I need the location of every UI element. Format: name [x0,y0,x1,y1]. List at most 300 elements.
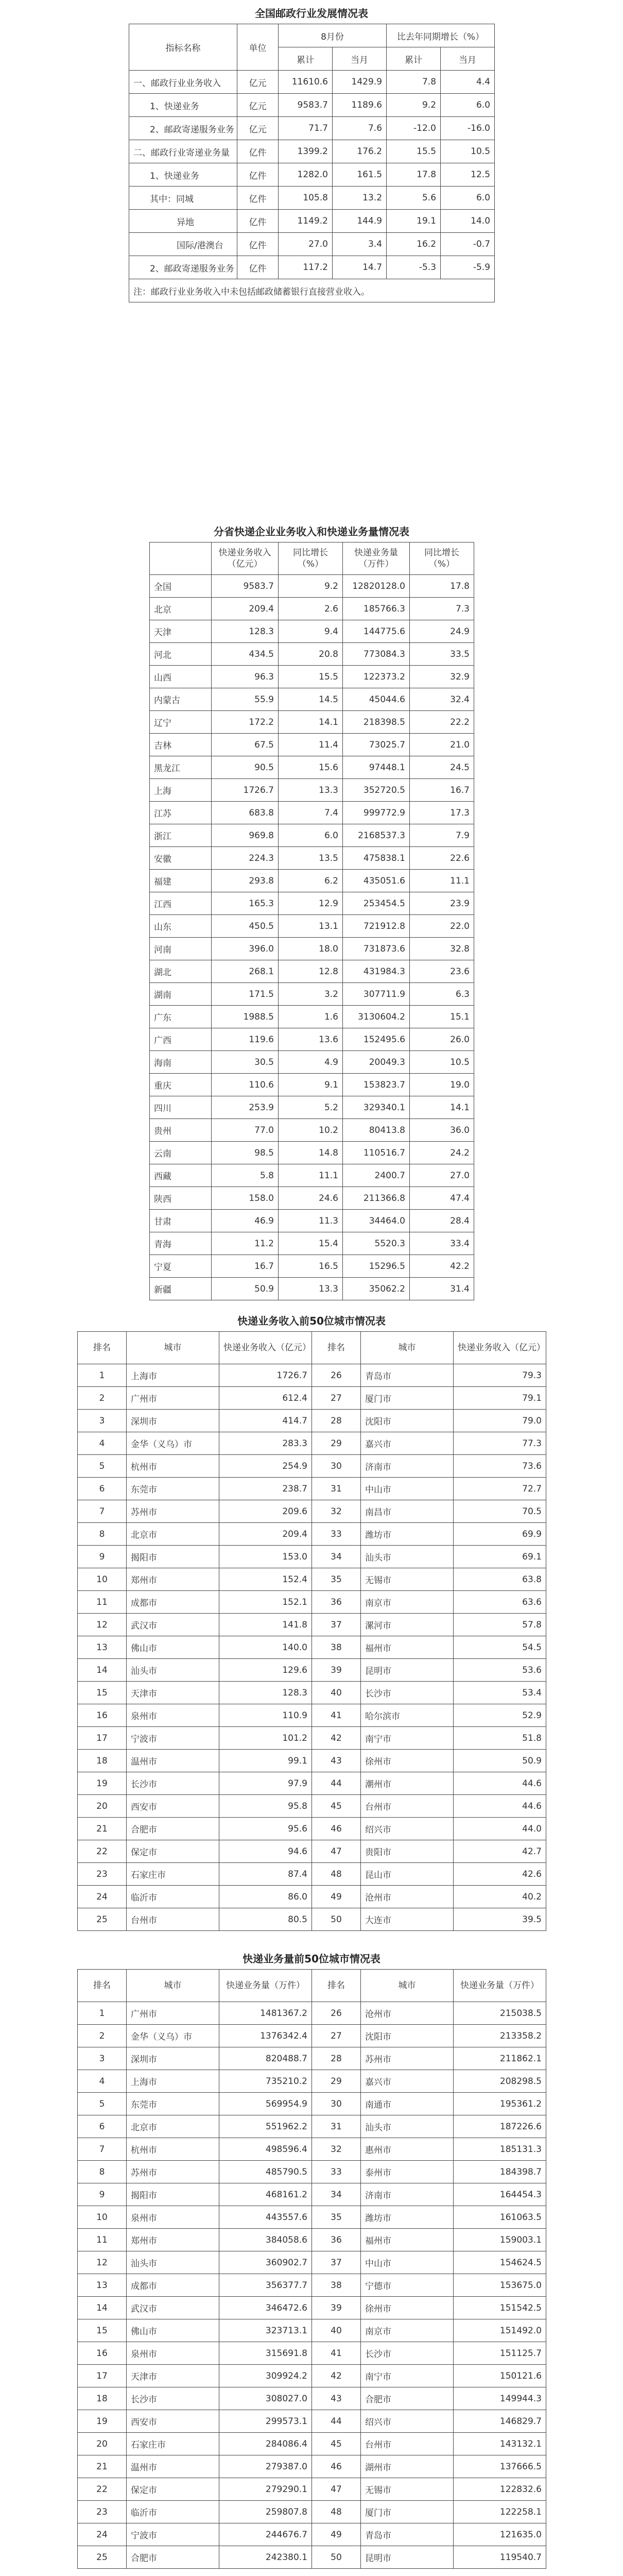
table-cell: 159003.1 [454,2229,546,2251]
table-cell: 昆明市 [361,2546,454,2569]
table-cell: 151492.0 [454,2319,546,2342]
table-cell: 187226.6 [454,2115,546,2138]
table-cell: 551962.2 [219,2115,312,2138]
table-cell: 98.5 [212,1142,279,1164]
table-cell: 209.4 [212,598,279,620]
table-cell: 773084.3 [343,643,410,666]
table-cell: 深圳市 [127,2047,219,2070]
table-cell: 143132.1 [454,2433,546,2455]
table-row [150,938,474,960]
table-cell: 53.6 [454,1659,546,1682]
yoy-cumulative-cell: 9.2 [387,94,441,117]
national-postal-table-body [129,71,495,279]
table-cell: 25 [78,2546,127,2569]
table-row [150,824,474,847]
city-revenue-table-body [78,1364,546,1931]
yoy-cumulative-cell: 15.5 [387,140,441,163]
table-cell: 46 [312,2455,361,2478]
table-cell: 110516.7 [343,1142,410,1164]
table-cell: 224.3 [212,847,279,870]
table-cell: 19 [78,2410,127,2433]
table-row [150,960,474,983]
table-cell: 吉林 [150,734,212,756]
table-row [78,2342,546,2365]
table-cell: 天津市 [127,1682,219,1704]
table-cell: 陕西 [150,1187,212,1210]
table-cell: 青海 [150,1232,212,1255]
table-cell: 37 [312,1614,361,1636]
table-cell: 129.6 [219,1659,312,1682]
table-cell: 26 [312,1364,361,1387]
table-row [78,1591,546,1614]
table-cell: 215038.5 [454,2002,546,2025]
table-cell: 12 [78,2251,127,2274]
table-cell: 西安市 [127,2410,219,2433]
table-row [78,2546,546,2569]
table-cell: 武汉市 [127,1614,219,1636]
table-cell: 16.5 [279,1255,343,1278]
table-cell: 20.8 [279,643,343,666]
table-cell: 45044.6 [343,688,410,711]
table-row [78,1636,546,1659]
table-cell: 253.9 [212,1096,279,1119]
table-cell: 140.0 [219,1636,312,1659]
table-cell: 23 [78,2501,127,2523]
table-cell: 5 [78,1455,127,1478]
table-cell: 30.5 [212,1051,279,1074]
table-cell: 79.0 [454,1410,546,1432]
table-cell: 45 [312,1795,361,1818]
table-cell: 63.8 [454,1568,546,1591]
table-cell: 武汉市 [127,2297,219,2319]
table-cell: 38 [312,2274,361,2297]
table-cell: 台州市 [361,1795,454,1818]
table-cell: 1726.7 [219,1364,312,1387]
table-cell: 185766.3 [343,598,410,620]
table-row [150,598,474,620]
table-cell: 长沙市 [127,2387,219,2410]
table-cell: 10.5 [410,1051,474,1074]
table-cell: 15.6 [279,756,343,779]
table-row [78,1478,546,1500]
table-cell: 80413.8 [343,1119,410,1142]
table-cell: 17.8 [410,575,474,598]
table-cell: 95.8 [219,1795,312,1818]
table-cell: 9 [78,2183,127,2206]
table-cell: 195361.2 [454,2093,546,2115]
table-cell: 南通市 [361,2093,454,2115]
table-cell: 485790.5 [219,2161,312,2183]
table-cell: 356377.7 [219,2274,312,2297]
table-cell: 86.0 [219,1886,312,1908]
table-cell: 宁夏 [150,1255,212,1278]
table-cell: 31 [312,2115,361,2138]
table-row [78,1546,546,1568]
table-cell: 厦门市 [361,1387,454,1410]
table-cell: 329340.1 [343,1096,410,1119]
table-row [78,2138,546,2161]
yoy-cumulative-cell: 7.8 [387,71,441,94]
table-row [150,734,474,756]
table-cell: 32 [312,2138,361,2161]
table-cell: 121635.0 [454,2523,546,2546]
indicator-name: 异地 [129,210,237,233]
table-cell: 7.3 [410,598,474,620]
unit-cell: 亿件 [237,187,279,210]
table-cell: 潍坊市 [361,1523,454,1546]
table-cell: 金华（义乌）市 [127,1432,219,1455]
table-cell: 中山市 [361,1478,454,1500]
national-postal-table-note: 注：邮政行业业务收入中未包括邮政储蓄银行直接营业收入。 [129,279,495,302]
table-cell: 16.7 [410,779,474,802]
table-cell: 32.9 [410,666,474,688]
table-cell: 无锡市 [361,2478,454,2501]
table-row [78,2093,546,2115]
table-cell: 39 [312,1659,361,1682]
table-row [78,1455,546,1478]
table-cell: 福州市 [361,2229,454,2251]
table-cell: 5520.3 [343,1232,410,1255]
table-cell: 346472.6 [219,2297,312,2319]
table-cell: 12820128.0 [343,575,410,598]
table-cell: 30 [312,1455,361,1478]
table-row [78,1704,546,1727]
table-cell: 5.8 [212,1164,279,1187]
table-cell: 杭州市 [127,1455,219,1478]
current-cell: 144.9 [333,210,387,233]
table-cell: 153675.0 [454,2274,546,2297]
table-cell: 33 [312,2161,361,2183]
table-cell: 41 [312,1704,361,1727]
table-row [78,2319,546,2342]
yoy-current-cell: 6.0 [441,187,495,210]
table-cell: 146829.7 [454,2410,546,2433]
header-row [78,1332,546,1364]
table-cell: 内蒙古 [150,688,212,711]
table-cell: 67.5 [212,734,279,756]
table-cell: 50 [312,1908,361,1931]
table-cell: 434.5 [212,643,279,666]
table-cell: 9583.7 [212,575,279,598]
table-row [129,256,495,279]
table-cell: 上海市 [127,2070,219,2093]
table-cell: 山西 [150,666,212,688]
table-cell: 999772.9 [343,802,410,824]
table-cell: 13 [78,2274,127,2297]
table-cell: 24.6 [279,1187,343,1210]
table-cell: 44 [312,2410,361,2433]
current-cell: 176.2 [333,140,387,163]
table-row [78,1818,546,1840]
indicator-name: 1、快递业务 [129,94,237,117]
table-cell: 101.2 [219,1727,312,1750]
table-cell: 254.9 [219,1455,312,1478]
table-cell: 嘉兴市 [361,2070,454,2093]
table-cell: 汕头市 [361,1546,454,1568]
table-cell: 24 [78,2523,127,2546]
table-row [150,620,474,643]
table-cell: 揭阳市 [127,1546,219,1568]
table-cell: 42.7 [454,1840,546,1863]
table-cell: 14.1 [410,1096,474,1119]
table-cell: 41 [312,2342,361,2365]
table-cell: 38 [312,1636,361,1659]
table-cell: 19.0 [410,1074,474,1096]
table-cell: 浙江 [150,824,212,847]
column-header: 同比增长（%） [410,543,474,575]
table-cell: 1.6 [279,1006,343,1028]
table-row [78,1886,546,1908]
national-postal-table-title: 全国邮政行业发展情况表 [255,7,368,20]
table-cell: 上海 [150,779,212,802]
table-cell: 119540.7 [454,2546,546,2569]
table-cell: 40.2 [454,1886,546,1908]
table-cell: 青岛市 [361,2523,454,2546]
table-cell: 80.5 [219,1908,312,1931]
yoy-current-cell: 14.0 [441,210,495,233]
table-cell: 284086.4 [219,2433,312,2455]
table-row [150,870,474,892]
table-cell: 279290.1 [219,2478,312,2501]
table-cell: 150121.6 [454,2365,546,2387]
table-cell: 哈尔滨市 [361,1704,454,1727]
table-cell: 25 [78,1908,127,1931]
table-cell: 昆明市 [361,1659,454,1682]
table-cell: 20 [78,2433,127,2455]
table-cell: 绍兴市 [361,1818,454,1840]
table-cell: 1 [78,1364,127,1387]
table-row [78,2115,546,2138]
indicator-name: 国际/港澳台 [129,233,237,256]
table-row [129,187,495,210]
table-cell: 443557.6 [219,2206,312,2229]
table-cell: 石家庄市 [127,2433,219,2455]
table-cell: 湖州市 [361,2455,454,2478]
table-cell: 49 [312,1886,361,1908]
table-cell: 22.2 [410,711,474,734]
table-cell: 佛山市 [127,2319,219,2342]
province-table-section [0,515,623,1300]
table-row [150,1119,474,1142]
table-cell: 149944.3 [454,2387,546,2410]
table-cell: 26 [312,2002,361,2025]
table-cell: 苏州市 [127,1500,219,1523]
table-cell: 119.6 [212,1028,279,1051]
city-revenue-table [77,1331,546,1931]
table-row [150,779,474,802]
table-cell: 36 [312,2229,361,2251]
table-cell: 18 [78,1750,127,1772]
table-cell: 735210.2 [219,2070,312,2093]
table-row [150,1232,474,1255]
table-cell: 323713.1 [219,2319,312,2342]
yoy-cumulative-cell: 16.2 [387,233,441,256]
table-cell: 128.3 [212,620,279,643]
table-cell: 17 [78,1727,127,1750]
table-cell: 35 [312,2206,361,2229]
yoy-cumulative-cell: 19.1 [387,210,441,233]
table-cell: 40 [312,1682,361,1704]
table-row [129,117,495,140]
table-cell: 8 [78,2161,127,2183]
table-cell: 12.9 [279,892,343,915]
table-cell: 43 [312,2387,361,2410]
table-cell: 9.4 [279,620,343,643]
table-cell: 9.2 [279,575,343,598]
table-cell: 广西 [150,1028,212,1051]
table-cell: 1 [78,2002,127,2025]
table-cell: 惠州市 [361,2138,454,2161]
table-cell: 深圳市 [127,1410,219,1432]
table-cell: 34 [312,1546,361,1568]
table-cell: 184398.7 [454,2161,546,2183]
table-cell: 汕头市 [361,2115,454,2138]
table-cell: 黑龙江 [150,756,212,779]
table-cell: 569954.9 [219,2093,312,2115]
header-unit: 单位 [237,24,279,71]
table-cell: 11.3 [279,1210,343,1232]
table-cell: 164454.3 [454,2183,546,2206]
header-row [150,543,474,575]
table-row [78,2433,546,2455]
table-row [150,1210,474,1232]
city-revenue-table-title: 快递业务收入前50位城市情况表 [237,1315,386,1327]
cumulative-cell: 1282.0 [279,163,333,187]
column-header: 排名 [312,1332,361,1364]
table-cell: 长沙市 [361,1682,454,1704]
current-cell: 13.2 [333,187,387,210]
table-cell: 47.4 [410,1187,474,1210]
table-cell: 6.2 [279,870,343,892]
table-cell: 30 [312,2093,361,2115]
table-cell: 122832.6 [454,2478,546,2501]
table-row [78,1795,546,1818]
table-cell: 153823.7 [343,1074,410,1096]
table-cell: 台州市 [127,1908,219,1931]
table-cell: 42 [312,2365,361,2387]
table-cell: 153.0 [219,1546,312,1568]
table-cell: 46 [312,1818,361,1840]
table-cell: 53.4 [454,1682,546,1704]
table-cell: 165.3 [212,892,279,915]
table-cell: 湖北 [150,960,212,983]
table-cell: 79.1 [454,1387,546,1410]
table-cell: 12 [78,1614,127,1636]
table-cell: 238.7 [219,1478,312,1500]
table-cell: 279387.0 [219,2455,312,2478]
table-cell: 42.6 [454,1863,546,1886]
table-cell: 云南 [150,1142,212,1164]
table-cell: 308027.0 [219,2387,312,2410]
table-cell: 西安市 [127,1795,219,1818]
table-cell: 11 [78,2229,127,2251]
table-row [129,71,495,94]
table-cell: 50.9 [212,1278,279,1300]
table-cell: 23.9 [410,892,474,915]
table-cell: 长沙市 [361,2342,454,2365]
table-cell: 293.8 [212,870,279,892]
table-cell: 天津市 [127,2365,219,2387]
table-cell: 成都市 [127,1591,219,1614]
city-volume-table-section [0,1942,623,2576]
table-row [129,163,495,187]
table-cell: 临沂市 [127,2501,219,2523]
table-cell: 22 [78,2478,127,2501]
cumulative-cell: 27.0 [279,233,333,256]
table-cell: 郑州市 [127,2229,219,2251]
table-cell: 79.3 [454,1364,546,1387]
table-cell: 厦门市 [361,2501,454,2523]
column-header: 快递业务量（万件） [343,543,410,575]
table-row [78,2387,546,2410]
table-cell: 沈阳市 [361,2025,454,2047]
table-cell: 161063.5 [454,2206,546,2229]
table-cell: 57.8 [454,1614,546,1636]
table-cell: 612.4 [219,1387,312,1410]
unit-cell: 亿件 [237,163,279,187]
table-cell: 31.4 [410,1278,474,1300]
header-yoy-group: 比去年同期增长（%） [387,24,495,47]
table-cell: 34464.0 [343,1210,410,1232]
table-cell: 152.1 [219,1591,312,1614]
table-cell: 48 [312,2501,361,2523]
table-cell: 24.5 [410,756,474,779]
table-cell: 32 [312,1500,361,1523]
table-cell: 新疆 [150,1278,212,1300]
table-cell: 35062.2 [343,1278,410,1300]
yoy-current-cell: 12.5 [441,163,495,187]
table-cell: 贵州 [150,1119,212,1142]
table-cell: 24.9 [410,620,474,643]
table-cell: 209.4 [219,1523,312,1546]
table-cell: 佛山市 [127,1636,219,1659]
table-row [78,2410,546,2433]
table-cell: 山东 [150,915,212,938]
table-cell: 32.4 [410,688,474,711]
column-header: 排名 [312,1970,361,2002]
table-cell: 33.5 [410,643,474,666]
current-cell: 14.7 [333,256,387,279]
table-cell: 24.2 [410,1142,474,1164]
city-volume-table-note [10,2572,623,2576]
table-cell: 15.4 [279,1232,343,1255]
table-cell: 6.3 [410,983,474,1006]
table-cell: 金华（义乌）市 [127,2025,219,2047]
table-cell: 潍坊市 [361,2206,454,2229]
table-row [78,1410,546,1432]
table-row [78,1500,546,1523]
table-cell: 14.8 [279,1142,343,1164]
table-cell: 北京市 [127,1523,219,1546]
table-cell: 171.5 [212,983,279,1006]
table-cell: 431984.3 [343,960,410,983]
table-cell: 昆山市 [361,1863,454,1886]
table-cell: 福州市 [361,1636,454,1659]
yoy-current-cell: -16.0 [441,117,495,140]
table-cell: 5 [78,2093,127,2115]
table-row [150,1255,474,1278]
table-cell: 13.3 [279,1278,343,1300]
table-cell: 13.1 [279,915,343,938]
table-cell: 15 [78,1682,127,1704]
table-cell: 42.2 [410,1255,474,1278]
table-cell: 海南 [150,1051,212,1074]
table-cell: 46.9 [212,1210,279,1232]
table-cell: 四川 [150,1096,212,1119]
table-cell: 11 [78,1591,127,1614]
table-cell: 23 [78,1863,127,1886]
table-cell: 47 [312,2478,361,2501]
